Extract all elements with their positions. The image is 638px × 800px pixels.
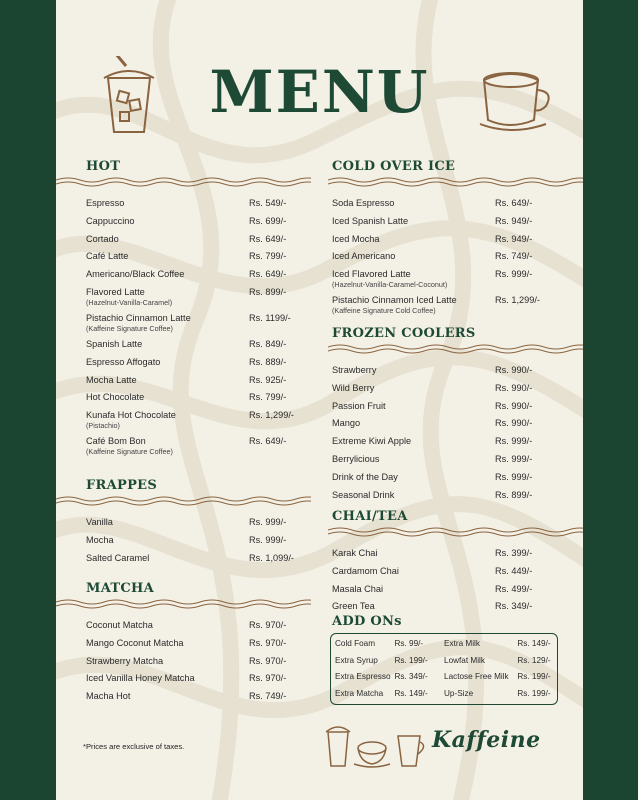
section-frappes — [56, 477, 311, 570]
menu-item — [56, 436, 311, 462]
section-title: COLD OVER ICE — [332, 159, 456, 174]
menu-item-note: (Kaffeine Signature Coffee) — [86, 323, 173, 333]
add-on-price: Rs. 129/- — [517, 655, 551, 665]
menu-item-price: Rs. 899/- — [495, 489, 533, 500]
menu-item-name: Mocha Latte — [86, 374, 137, 385]
page-title: MENU — [209, 58, 430, 126]
item-list — [328, 365, 583, 507]
menu-item — [328, 584, 583, 602]
add-on-price: Rs. 99/- — [394, 639, 424, 648]
menu-item-name-block — [86, 620, 153, 631]
menu-item-name-block — [86, 535, 114, 546]
menu-item — [56, 691, 311, 709]
menu-item — [328, 454, 583, 472]
menu-item-name: Pistachio Cinnamon Latte — [86, 312, 191, 323]
menu-item — [56, 517, 311, 535]
menu-item-name-block — [332, 548, 377, 559]
menu-item — [56, 375, 311, 393]
add-on-name: Up-Size — [444, 688, 474, 698]
drinks-illustration-icon — [320, 718, 430, 770]
add-on-name: Extra Milk — [444, 639, 480, 648]
add-on-price: Rs. 149/- — [517, 639, 551, 648]
menu-item-name: Americano/Black Coffee — [86, 269, 185, 280]
menu-item-name: Mocha — [86, 534, 114, 545]
menu-item — [328, 401, 583, 419]
menu-item-name: Mango Coconut Matcha — [86, 637, 184, 648]
add-on-price: Rs. 199/- — [394, 655, 428, 665]
section-title: HOT — [86, 159, 121, 174]
menu-item — [56, 234, 311, 252]
section-chai-tea — [328, 508, 583, 619]
menu-item-name: Passion Fruit — [332, 400, 386, 411]
wave-divider — [56, 495, 311, 507]
menu-item-price: Rs. 1,299/- — [249, 410, 294, 421]
menu-item-price: Rs. 889/- — [249, 356, 287, 367]
section-title: FRAPPES — [86, 478, 158, 493]
menu-item-name: Vanilla — [86, 517, 113, 527]
menu-item-price: Rs. 999/- — [495, 453, 533, 464]
section-cold-over-ice — [328, 158, 583, 321]
menu-item-name: Café Bom Bon — [86, 436, 146, 447]
menu-item-price: Rs. 699/- — [249, 215, 287, 226]
add-on-name: Lowfat Milk — [444, 655, 485, 665]
menu-item-name: Macha Hot — [86, 691, 131, 702]
menu-item — [328, 198, 583, 216]
menu-item — [328, 566, 583, 584]
menu-item-price: Rs. 649/- — [249, 436, 287, 447]
menu-item-name-block — [86, 339, 142, 350]
menu-item-name: Seasonal Drink — [332, 489, 395, 500]
menu-item-name-block — [86, 638, 184, 649]
add-on-name: Extra Espresso — [335, 672, 391, 681]
menu-item-name-block — [332, 234, 380, 245]
menu-item-price: Rs. 849/- — [249, 338, 287, 349]
menu-item-name-block — [332, 584, 383, 595]
menu-item-name-block — [86, 436, 173, 456]
menu-item-name-block — [332, 418, 360, 429]
menu-item-name: Iced Spanish Latte — [332, 215, 409, 226]
menu-item — [56, 251, 311, 269]
menu-item-name: Coconut Matcha — [86, 620, 153, 630]
item-list — [56, 620, 311, 709]
menu-item — [56, 673, 311, 691]
wave-divider — [56, 598, 311, 610]
menu-item-name-block — [332, 454, 379, 465]
item-list — [56, 517, 311, 570]
menu-item-name-block — [86, 691, 130, 702]
menu-item-name-block — [86, 410, 176, 430]
menu-item-name: Wild Berry — [332, 382, 375, 393]
menu-item-name-block — [332, 566, 399, 577]
menu-item — [328, 418, 583, 436]
menu-item-price: Rs. 970/- — [249, 655, 287, 666]
menu-item-name: Kunafa Hot Chocolate — [86, 410, 176, 421]
menu-item — [56, 313, 311, 339]
menu-item-name: Cortado — [86, 233, 119, 244]
menu-item-price: Rs. 990/- — [495, 418, 533, 429]
menu-item — [56, 198, 311, 216]
menu-item-name: Soda Espresso — [332, 198, 395, 208]
wave-divider — [328, 526, 583, 538]
menu-item-name: Pistachio Cinnamon Iced Latte — [332, 295, 457, 306]
add-on-row — [331, 653, 557, 670]
menu-item-note: (Kaffeine Signature Cold Coffee) — [332, 306, 436, 316]
add-on-name: Extra Syrup — [335, 655, 378, 665]
menu-item-name: Cardamom Chai — [332, 565, 399, 576]
menu-item-name: Espresso — [86, 198, 125, 208]
menu-item-price: Rs. 949/- — [495, 233, 533, 244]
menu-item-name-block — [86, 313, 191, 333]
add-on-price: Rs. 199/- — [517, 672, 551, 681]
section-frozen-coolers — [328, 325, 583, 507]
menu-item-price: Rs. 999/- — [249, 517, 287, 527]
menu-item-name-block — [86, 392, 144, 403]
menu-item-price: Rs. 799/- — [249, 392, 287, 403]
menu-item-price: Rs. 499/- — [495, 583, 533, 594]
menu-item-name: Café Latte — [86, 251, 129, 262]
wave-divider — [56, 176, 311, 188]
menu-item-name: Hot Chocolate — [86, 392, 145, 403]
menu-item-name-block — [86, 269, 184, 280]
menu-item-name: Masala Chai — [332, 583, 384, 594]
menu-item-name-block — [332, 198, 394, 209]
menu-item-name-block — [332, 251, 395, 262]
menu-item — [328, 548, 583, 566]
menu-item-name-block — [332, 601, 375, 612]
item-list — [328, 548, 583, 619]
menu-item-price: Rs. 999/- — [495, 269, 533, 280]
menu-item — [56, 410, 311, 436]
menu-item-name-block — [332, 365, 376, 376]
menu-item-price: Rs. 649/- — [495, 198, 533, 208]
menu-item — [328, 436, 583, 454]
menu-item-price: Rs. 799/- — [249, 251, 287, 262]
menu-item-note: (Hazelnut-Vanilla-Caramel) — [86, 297, 173, 307]
section-title: MATCHA — [86, 581, 154, 596]
menu-item-price: Rs. 549/- — [249, 198, 287, 208]
menu-item — [56, 357, 311, 375]
menu-item-name-block — [332, 295, 457, 315]
menu-item-price: Rs. 749/- — [495, 251, 533, 262]
menu-item — [328, 234, 583, 252]
menu-item-price: Rs. 999/- — [249, 534, 287, 545]
menu-item-price: Rs. 999/- — [495, 436, 533, 447]
menu-item — [328, 490, 583, 508]
menu-item-name-block — [86, 673, 195, 684]
menu-item-price: Rs. 949/- — [495, 215, 533, 226]
menu-item-name-block — [332, 216, 408, 227]
menu-item-price: Rs. 1,299/- — [495, 295, 540, 306]
menu-item-price: Rs. 990/- — [495, 382, 533, 393]
menu-item-price: Rs. 649/- — [249, 233, 287, 244]
menu-item-name: Strawberry — [332, 365, 377, 375]
section-title: FROZEN COOLERS — [332, 326, 476, 341]
menu-item-note: (Kaffeine Signature Coffee) — [86, 447, 173, 457]
menu-item-name-block — [86, 517, 113, 528]
menu-item-name: Spanish Latte — [86, 338, 143, 349]
add-on-name: Extra Matcha — [335, 688, 384, 698]
menu-item-name: Espresso Affogato — [86, 356, 161, 367]
menu-item — [56, 216, 311, 234]
menu-item-name-block — [86, 198, 124, 209]
menu-item-name-block — [86, 234, 119, 245]
menu-item-price: Rs. 1199/- — [249, 312, 291, 323]
item-list — [56, 198, 311, 462]
menu-item — [328, 295, 583, 321]
menu-item-name-block — [86, 553, 149, 564]
menu-item-price: Rs. 925/- — [249, 374, 287, 385]
menu-item-price: Rs. 970/- — [249, 637, 287, 648]
wave-divider — [328, 176, 583, 188]
add-on-price: Rs. 199/- — [517, 688, 551, 698]
menu-item-name: Flavored Latte — [86, 286, 145, 297]
menu-item-note: (Pistachio) — [86, 421, 120, 431]
menu-item — [56, 620, 311, 638]
menu-item — [328, 251, 583, 269]
menu-item-name-block — [86, 357, 160, 368]
menu-item-name: Iced Vanilla Honey Matcha — [86, 673, 195, 684]
menu-item-name: Green Tea — [332, 601, 375, 612]
section-title: CHAI/TEA — [332, 509, 408, 524]
menu-item-name-block — [332, 269, 447, 289]
wave-divider — [328, 343, 583, 355]
menu-item — [56, 269, 311, 287]
menu-item-name: Karak Chai — [332, 548, 378, 558]
menu-item — [328, 216, 583, 234]
brand-logo: Kaffeine — [432, 727, 541, 753]
section-add-ons-title — [328, 613, 583, 631]
menu-item-name: Iced Americano — [332, 251, 396, 262]
menu-item — [56, 656, 311, 674]
tax-note: *Prices are exclusive of taxes. — [83, 742, 185, 751]
menu-item-name-block — [332, 401, 386, 412]
menu-item-price: Rs. 999/- — [495, 471, 533, 482]
menu-item — [56, 392, 311, 410]
menu-item-name: Iced Flavored Latte — [332, 269, 411, 280]
menu-item-price: Rs. 970/- — [249, 620, 287, 630]
menu-item-price: Rs. 899/- — [249, 286, 287, 297]
menu-item-name-block — [332, 490, 394, 501]
menu-item — [56, 287, 311, 313]
menu-item-name: Strawberry Matcha — [86, 655, 164, 666]
menu-item-name: Salted Caramel — [86, 552, 150, 563]
menu-item-price: Rs. 990/- — [495, 400, 533, 411]
menu-item-price: Rs. 399/- — [495, 548, 533, 558]
add-on-row — [331, 636, 557, 653]
menu-item-name: Extreme Kiwi Apple — [332, 436, 412, 447]
menu-item-name-block — [86, 375, 137, 386]
menu-item — [328, 472, 583, 490]
menu-item — [328, 365, 583, 383]
menu-item-note: (Hazelnut-Vanilla-Caramel-Coconut) — [332, 280, 448, 290]
menu-item-name-block — [332, 383, 374, 394]
menu-page — [56, 0, 583, 800]
add-on-row — [331, 686, 557, 703]
menu-item-price: Rs. 970/- — [249, 673, 287, 684]
item-list — [328, 198, 583, 321]
menu-item — [56, 553, 311, 571]
menu-item — [56, 339, 311, 357]
menu-item-name-block — [86, 656, 163, 667]
menu-item — [56, 638, 311, 656]
menu-item-name: Cappuccino — [86, 215, 135, 226]
menu-item-price: Rs. 349/- — [495, 601, 533, 612]
menu-item-name-block — [332, 436, 411, 447]
add-on-name: Cold Foam — [335, 639, 376, 648]
menu-item-name: Mango — [332, 418, 361, 429]
add-ons-table — [330, 633, 558, 705]
menu-item-name: Drink of the Day — [332, 471, 398, 482]
section-title: ADD ONs — [332, 614, 402, 629]
menu-item-price: Rs. 649/- — [249, 269, 287, 280]
menu-item-price: Rs. 749/- — [249, 691, 287, 702]
menu-item-name-block — [86, 251, 128, 262]
section-hot — [56, 158, 311, 462]
menu-item — [56, 535, 311, 553]
menu-item-name-block — [332, 472, 398, 483]
add-on-price: Rs. 349/- — [394, 672, 428, 681]
menu-item-name-block — [86, 287, 172, 307]
add-on-row — [331, 669, 557, 686]
menu-item-price: Rs. 449/- — [495, 565, 533, 576]
menu-item-price: Rs. 990/- — [495, 365, 533, 375]
section-matcha — [56, 580, 311, 709]
menu-item — [328, 383, 583, 401]
menu-item-price: Rs. 1,099/- — [249, 552, 294, 563]
menu-item — [328, 269, 583, 295]
menu-item-name: Berrylicious — [332, 453, 380, 464]
menu-item-name-block — [86, 216, 135, 227]
add-on-price: Rs. 149/- — [394, 688, 428, 698]
menu-item-name: Iced Mocha — [332, 233, 380, 244]
add-on-name: Lactose Free Milk — [444, 672, 509, 681]
